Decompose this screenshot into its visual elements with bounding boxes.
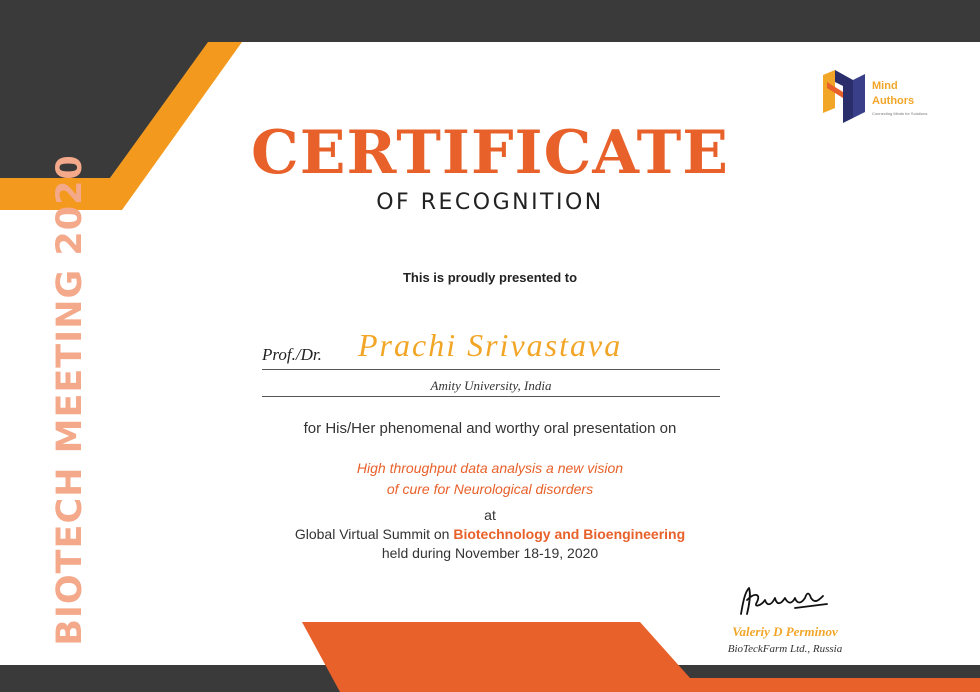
logo-tagline: Connecting Minds for Solutions <box>872 111 928 116</box>
signatory-name: Valeriy D Perminov <box>732 624 838 639</box>
recipient-name: Prachi Srivastava <box>358 327 623 363</box>
presented-to-text: This is proudly presented to <box>402 270 578 285</box>
event-name <box>0 526 980 542</box>
logo-text-authors: Authors <box>872 95 915 107</box>
event-dates: held during November 18-19, 2020 <box>381 545 599 561</box>
event-prefix: Global Virtual Summit on <box>294 526 454 542</box>
presentation-description: for His/Her phenomenal and worthy oral presentation on <box>303 420 677 437</box>
certificate-subtitle: OF RECOGNITION <box>376 190 604 215</box>
certificate-title: CERTIFICATE <box>250 118 730 188</box>
event-highlight: Biotechnology and Bioengineering <box>453 526 686 542</box>
signature-icon <box>735 584 835 620</box>
signatory-organization: BioTeckFarm Ltd., Russia <box>727 643 843 655</box>
logo-text-mind: Mind <box>872 80 898 92</box>
affiliation-underline <box>262 396 720 397</box>
side-event-label: BIOTECH MEETING 2020 <box>50 154 90 646</box>
bottom-orange-shape <box>302 622 980 692</box>
at-text: at <box>484 507 496 523</box>
topic-line-2: of cure for Neurological disorders <box>386 481 594 497</box>
recipient-underline <box>262 369 720 370</box>
recipient-prefix: Prof./Dr. <box>262 345 322 364</box>
recipient-affiliation: Amity University, India <box>430 378 552 393</box>
topic-line-1: High throughput data analysis a new vision <box>356 460 624 476</box>
